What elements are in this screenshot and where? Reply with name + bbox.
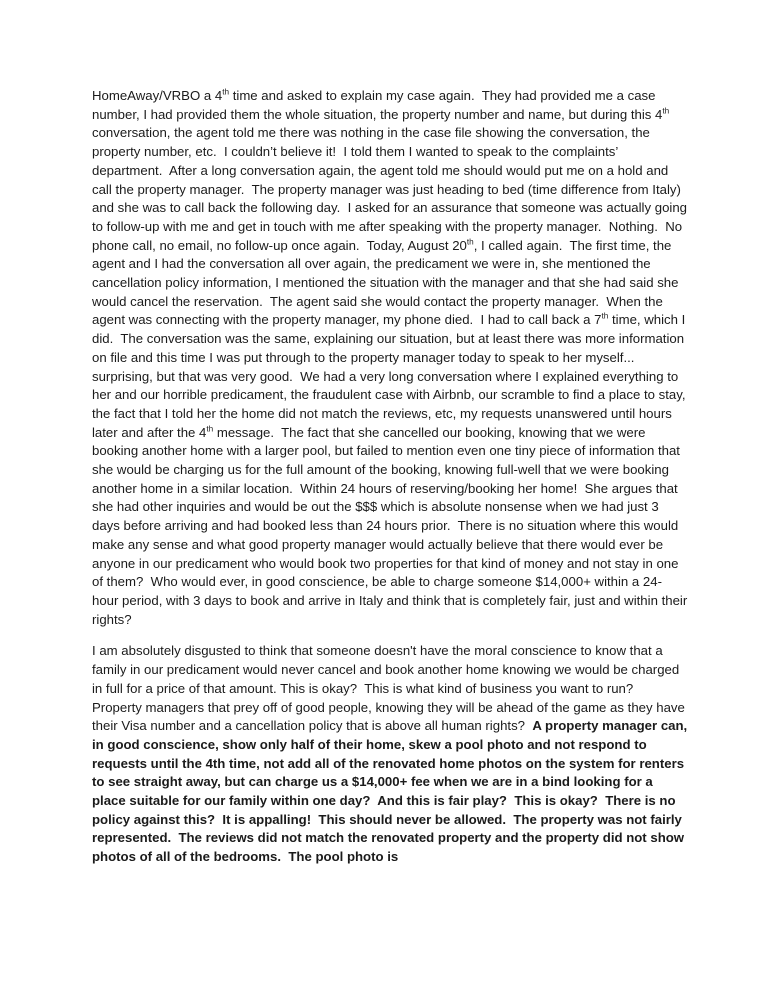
text-run: , I called again. The first time, the agent and I had the conversation all over again, the predicament we were in, she mentioned the cancellation policy information, I mentioned the situation with the manager and that she had said she would cancel the reservation. The agent said she would contact the property manager. When the agent was connecting with the property manager, my phone died. I had to call back a 7 — [92, 237, 683, 328]
paragraph — [92, 642, 691, 866]
text-run: time and asked to explain my case again. They had provided me a case number, I had provided them the whole situation, the property number and name, but during this 4 — [92, 88, 663, 122]
document-body — [92, 87, 691, 867]
superscript-run: th — [222, 87, 230, 97]
text-run: time, which I did. The conversation was the same, explaining our situation, but at least there was more information on file and this time I was put through to the property manager today to speak to her myself... surprising, but that was very good. We had a very long conversation where I explained everything to her and our horrible predicament, the fraudulent case with Airbnb, our scramble to find a place to stay, the fact that I told her the home did not match the reviews, etc, my requests unanswered until hours later and after the 4 — [92, 312, 690, 440]
superscript-run: th — [662, 106, 670, 116]
superscript-run: th — [466, 237, 474, 247]
text-run: message. The fact that she cancelled our booking, knowing that we were booking another home with a larger pool, but failed to mention even one tiny piece of information that she would be charging us for the full amount of the booking, knowing full-well that we were booking another home in a similar location. Within 24 hours of reserving/booking her home! She argues that she had other inquiries and would be out the $$$ which is absolute nonsense when we had just 3 days before arriving and had booked less than 24 hours prior. There is no situation where this would make any sense and what good property manager would actually believe that there would ever be anyone in our predicament who would book two properties for that kind of money and not stay in one of them? Who would ever, in good conscience, be able to charge someone $14,000+ within a 24-hour period, with 3 days to book and arrive in Italy and think that is completely fair, just and within their rights? — [92, 424, 691, 627]
superscript-run: th — [206, 424, 214, 434]
paragraph — [92, 87, 691, 629]
text-run: conversation, the agent told me there was nothing in the case file showing the conversation, the property number, etc. I couldn’t believe it! I told them I wanted to speak to the complaints’ department. After a long conversation again, the agent told me should would put me on a hold and call the property manager. The property manager was just heading to bed (time difference from Italy) and she was to call back the following day. I asked for an assurance that someone was actually going to follow-up with me and get in touch with me after speaking with the property manager. Nothing. No phone call, no email, no follow-up once again. Today, August 20 — [92, 106, 691, 253]
superscript-run: th — [601, 312, 609, 322]
bold-text-run: A property manager can, in good conscience, show only half of their home, skew a pool photo and not respond to requests until the 4th time, not add all of the renovated home photos on the system for renters to see straight away, but can charge us a $14,000+ fee when we are in a bind looking for a place suitable for our family within one day? And this is fair play? This is okay? There is no policy against this? It is appalling! This should never be allowed. The property was not fairly represented. The reviews did not match the renovated property and the property did not show photos of all of the bedrooms. The pool photo is — [92, 718, 691, 865]
text-run: HomeAway/VRBO a 4 — [92, 88, 223, 103]
text-run: I am absolutely disgusted to think that someone doesn't have the moral conscience to know that a family in our predicament would never cancel and book another home knowing we would be charged in full for a price of that amount. This is okay? This is what kind of business you want to run? Property managers that prey off of good people, knowing they will be ahead of the game as they have their Visa number and a cancellation policy that is above all human rights? — [92, 643, 689, 734]
